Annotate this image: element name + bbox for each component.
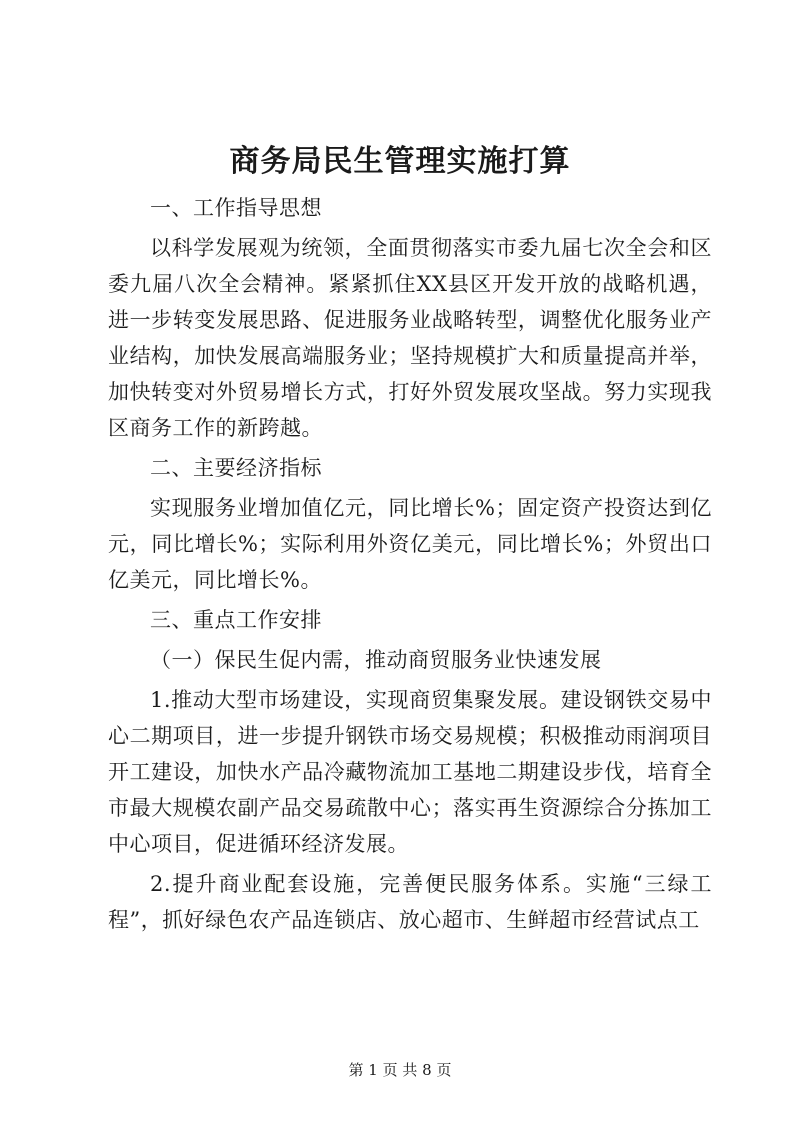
section-heading-key-work: 三、重点工作安排 [150, 608, 322, 632]
section-heading-economic-indicators: 二、主要经济指标 [150, 456, 322, 480]
paragraph-economic-indicators: 实现服务业增加值亿元，同比增长%；固定资产投资达到亿元，同比增长%；实际利用外资亿美元，同比增长%；外贸出口亿美元，同比增长%。 [108, 496, 712, 592]
section-heading-guiding-ideology: 一、工作指导思想 [150, 196, 322, 220]
paragraph-commercial-facilities: 2.提升商业配套设施，完善便民服务体系。实施“三绿工程”，抓好绿色农产品连锁店、放心超市、生鲜超市经营试点工 [108, 872, 712, 932]
document-title: 商务局民生管理实施打算 [229, 144, 571, 179]
paragraph-guiding-ideology: 以科学发展观为统领，全面贯彻落实市委九届七次全会和区委九届八次全会精神。紧紧抓住XX县区开发开放的战略机遇，进一步转变发展思路、促进服务业战略转型，调整优化服务业产业结构，加快发展高端服务业；坚持规模扩大和质量提高并举，加快转变对外贸易增长方式，打好外贸发展攻坚战。努力实现我区商务工作的新跨越。 [108, 236, 712, 440]
page-footer: 第 1 页 共 8 页 [348, 1061, 452, 1079]
subheading-livelihood-demand: （一）保民生促内需，推动商贸服务业快速发展 [150, 648, 602, 672]
document-body [108, 190, 712, 942]
paragraph-market-construction: 1.推动大型市场建设，实现商贸集聚发展。建设钢铁交易中心二期项目，进一步提升钢铁市场交易规模；积极推动雨润项目开工建设，加快水产品冷藏物流加工基地二期建设步伐，培育全市最大规模农副产品交易疏散中心；落实再生资源综合分拣加工中心项目，促进循环经济发展。 [108, 688, 712, 856]
